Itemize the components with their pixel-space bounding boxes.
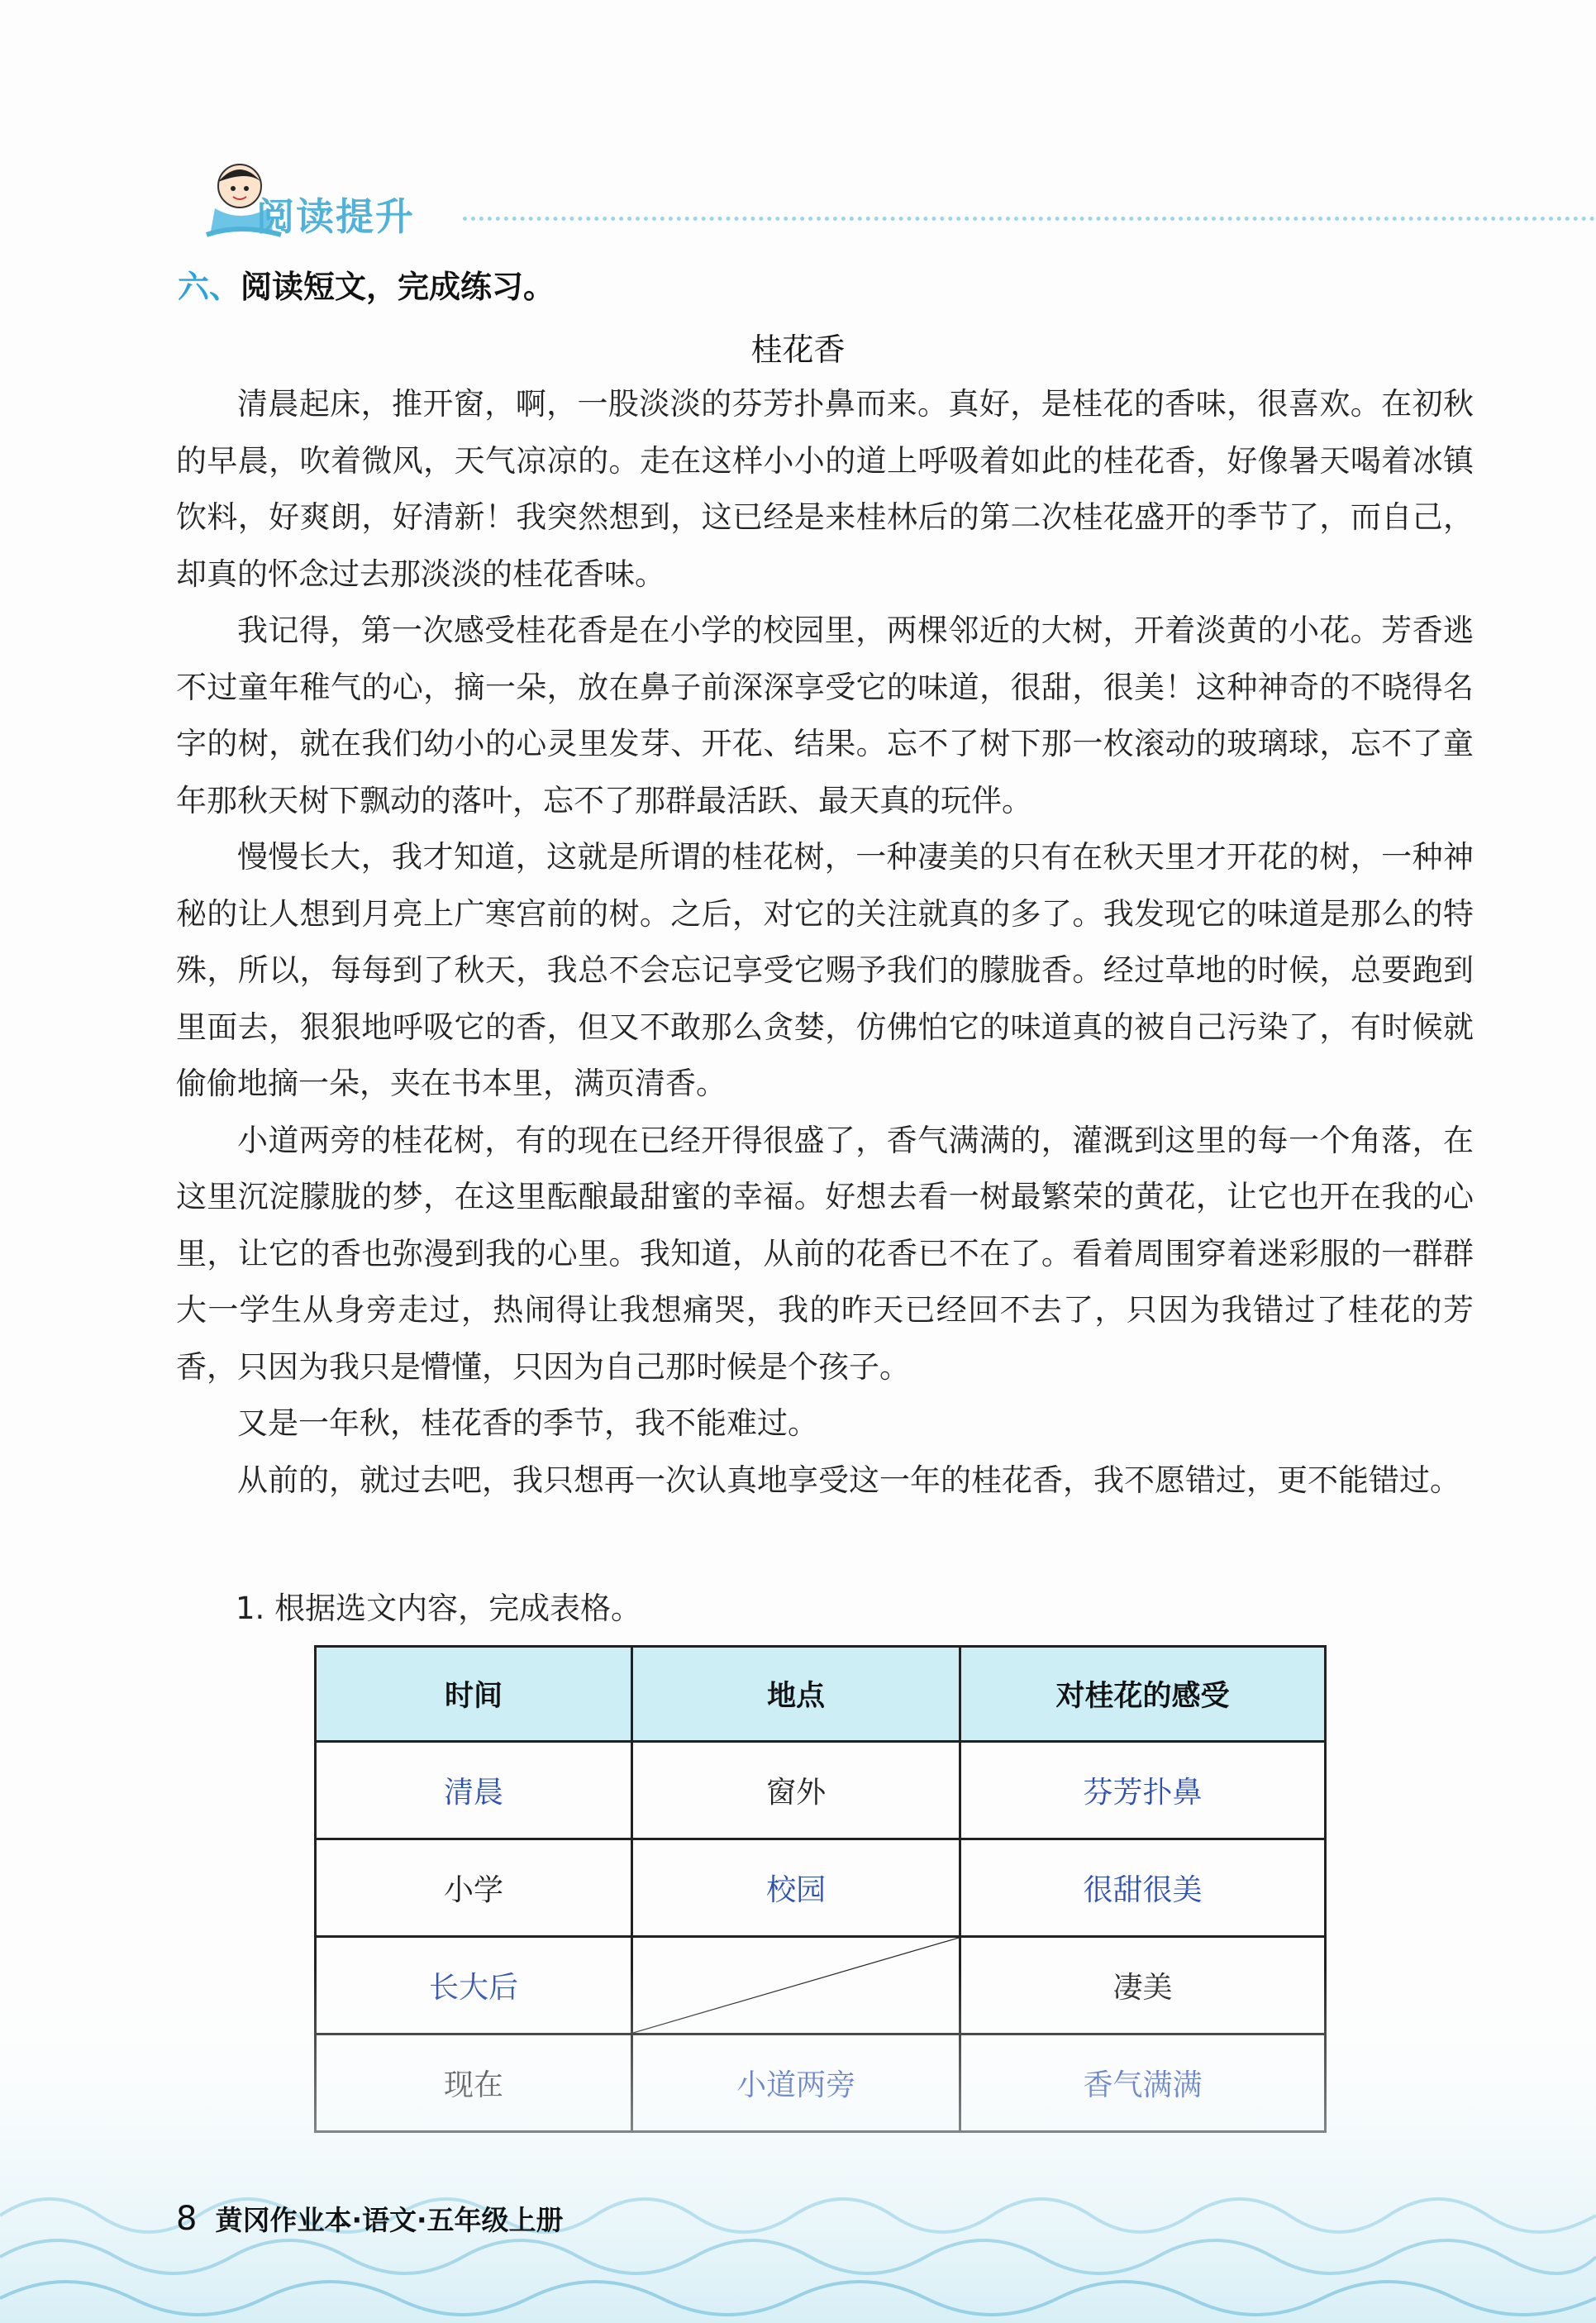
exercise-number: 六、	[178, 269, 241, 305]
article-paragraph: 又是一年秋，桂花香的季节，我不能难过。	[237, 1405, 818, 1441]
header-feeling: 对桂花的感受	[960, 1647, 1326, 1742]
cell-feeling[interactable]: 芬芳扑鼻	[960, 1742, 1326, 1839]
decorative-wave-background	[0, 1968, 1596, 2323]
question-1: 1. 根据选文内容，完成表格。	[236, 1591, 642, 1626]
table-header-row	[316, 1647, 1326, 1742]
article-paragraph: 清晨起床，推开窗，啊，一股淡淡的芬芳扑鼻而来。真好，是桂花的香味，很喜欢。在初秋的早晨，吹着微风，天气凉凉的。走在这样小小的道上呼吸着如此的桂花香，好像暑天喝着冰镇饮料，好爽朗，好清新！我突然想到，这已经是来桂林后的第二次桂花盛开的季节了，而自己，却真的怀念过去那淡淡的桂花香味。	[176, 386, 1474, 592]
exercise-instruction: 阅读短文，完成练习。	[241, 269, 555, 305]
page-number: 8	[176, 2200, 198, 2238]
table-row	[316, 1742, 1326, 1839]
article-paragraph: 从前的，就过去吧，我只想再一次认真地享受这一年的桂花香，我不愿错过，更不能错过。	[237, 1462, 1460, 1498]
exercise-heading	[178, 261, 555, 307]
section-label: 阅读提升	[256, 194, 415, 239]
cell-feeling[interactable]: 很甜很美	[960, 1839, 1326, 1937]
article-paragraph: 慢慢长大，我才知道，这就是所谓的桂花树，一种凄美的只有在秋天里才开花的树，一种神秘的让人想到月亮上广寒宫前的树。之后，对它的关注就真的多了。我发现它的味道是那么的特殊，所以，每每到了秋天，我总不会忘记享受它赐予我们的朦胧香。经过草地的时候，总要跑到里面去，狠狠地呼吸它的香，但又不敢那么贪婪，仿佛怕它的味道真的被自己污染了，有时候就偷偷地摘一朵，夹在书本里，满页清香。	[176, 839, 1474, 1101]
book-title: 黄冈作业本·语文·五年级上册	[215, 2204, 564, 2236]
cell-time[interactable]: 清晨	[316, 1742, 632, 1839]
table-row	[316, 1839, 1326, 1937]
article-body	[176, 376, 1474, 1509]
header-time: 时间	[316, 1647, 632, 1742]
article-paragraph: 我记得，第一次感受桂花香是在小学的校园里，两棵邻近的大树，开着淡黄的小花。芳香逃不过童年稚气的心，摘一朵，放在鼻子前深深享受它的味道，很甜，很美！这种神奇的不晓得名字的树，就在我们幼小的心灵里发芽、开花、结果。忘不了树下那一枚滚动的玻璃球，忘不了童年那秋天树下飘动的落叶，忘不了那群最活跃、最天真的玩伴。	[176, 613, 1474, 818]
header-place: 地点	[632, 1647, 960, 1742]
article-paragraph: 小道两旁的桂花树，有的现在已经开得很盛了，香气满满的，灌溉到这里的每一个角落，在这里沉淀朦胧的梦，在这里酝酿最甜蜜的幸福。好想去看一树最繁荣的黄花，让它也开在我的心里，让它的香也弥漫到我的心里。我知道，从前的花香已不在了。看着周围穿着迷彩服的一群群大一学生从身旁走过，热闹得让我想痛哭，我的昨天已经回不去了，只因为我错过了桂花的芳香，只因为我只是懵懂，只因为自己那时候是个孩子。	[176, 1122, 1474, 1385]
header-dotted-divider	[463, 217, 1596, 221]
article-title: 桂花香	[750, 332, 846, 368]
cell-place: 窗外	[632, 1742, 960, 1839]
section-header	[165, 141, 1471, 256]
page-footer	[176, 2199, 564, 2238]
cell-time: 小学	[316, 1839, 632, 1937]
cell-place[interactable]: 校园	[632, 1839, 960, 1937]
